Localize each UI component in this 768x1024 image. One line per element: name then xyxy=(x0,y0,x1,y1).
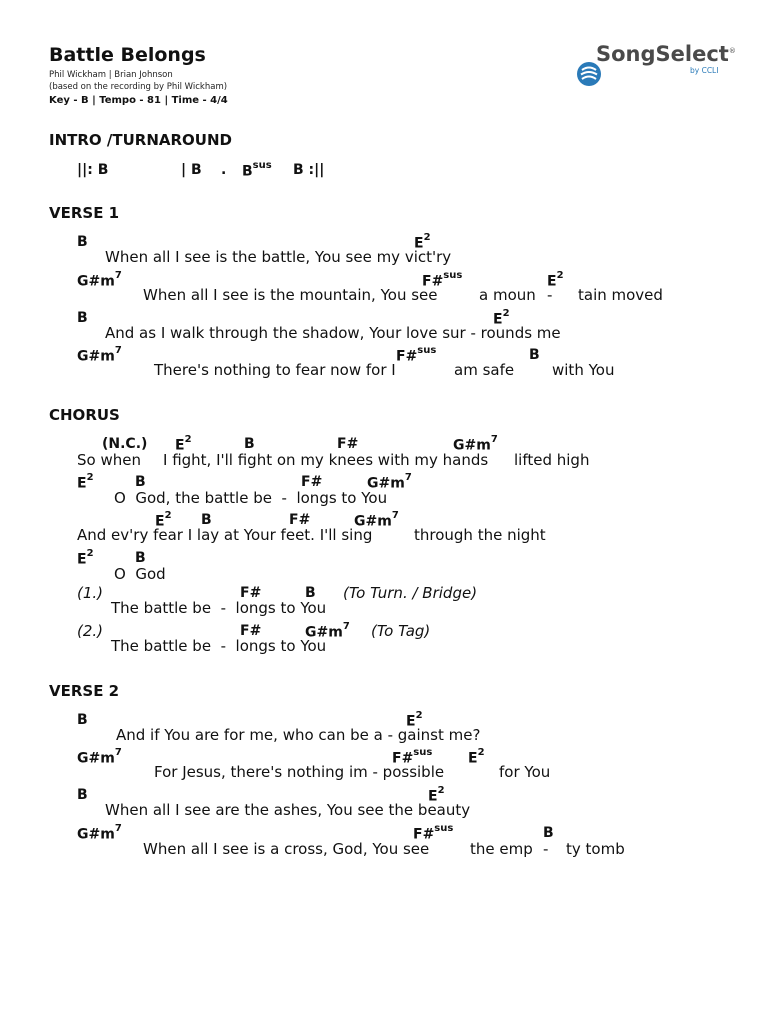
chord: $B^{sus}$ xyxy=(242,160,272,180)
chord: B xyxy=(244,436,255,452)
song-authors: Phil Wickham | Brian Johnson xyxy=(49,70,173,80)
chord: $G\#m^7$ xyxy=(77,345,122,365)
chord: F# xyxy=(301,474,323,490)
lyric-line: When all I see are the ashes, You see the beauty xyxy=(105,801,471,819)
lyric-line: And if You are for me, who can be a - gainst me? xyxy=(116,726,481,744)
chord: B xyxy=(529,347,540,363)
chord: (N.C.) xyxy=(102,436,148,452)
chord: $E^2$ xyxy=(77,548,94,568)
logo-byline: by CCLI xyxy=(690,66,719,75)
lyric-line: There's nothing to fear now for I xyxy=(154,361,396,379)
chord: F# xyxy=(240,623,262,639)
lyric-line: lifted high xyxy=(514,451,590,469)
lyric-line: - xyxy=(543,840,549,858)
lyric-line: the emp xyxy=(470,840,533,858)
chord: $G\#m^7$ xyxy=(367,472,412,492)
chord: B xyxy=(543,825,554,841)
chord: . xyxy=(221,162,227,178)
lyric-line: And as I walk through the shadow, Your love sur - rounds me xyxy=(105,324,561,342)
chord: F# xyxy=(337,436,359,452)
lyric-line: tain moved xyxy=(578,286,663,304)
chord: | B xyxy=(181,162,202,178)
chord: F# xyxy=(240,585,262,601)
lyric-line: O God, the battle be - longs to You xyxy=(114,489,388,507)
chord: B xyxy=(77,234,88,250)
chord: ||: B xyxy=(77,162,109,178)
ending-number: (1.) xyxy=(77,584,104,602)
direction-note: (To Tag) xyxy=(371,622,431,640)
lyric-line: When all I see is the mountain, You see xyxy=(143,286,438,304)
lyric-line: For Jesus, there's nothing im - possible xyxy=(154,763,445,781)
chord: $E^2$ xyxy=(77,472,94,492)
chord: $G\#m^7$ xyxy=(77,823,122,843)
chord: B xyxy=(135,550,146,566)
ending-number: (2.) xyxy=(77,622,104,640)
song-title: Battle Belongs xyxy=(49,44,206,66)
lyric-line: O God xyxy=(114,565,166,583)
lyric-line: The battle be - longs to You xyxy=(111,599,327,617)
chord: B xyxy=(135,474,146,490)
lyric-line: for You xyxy=(499,763,551,781)
section-heading-verse-2: VERSE 2 xyxy=(49,682,120,700)
chord: $E^2$ xyxy=(155,510,172,530)
key-tempo-time: Key - B | Tempo - 81 | Time - 4/4 xyxy=(49,95,228,106)
chord: $G\#m^7$ xyxy=(354,510,399,530)
chord: F#$^{sus}$ xyxy=(413,823,454,843)
logo-wordmark: SongSelect® xyxy=(596,42,736,66)
chord: $G\#m^7$ xyxy=(77,747,122,767)
lyric-line: am safe xyxy=(454,361,515,379)
lyric-line: - xyxy=(547,286,553,304)
chord: $E^2$ xyxy=(493,308,510,328)
chord: $E^2$ xyxy=(428,785,445,805)
chord: $E^2$ xyxy=(414,232,431,252)
chord: B xyxy=(201,512,212,528)
chord: $G\#m^7$ xyxy=(305,621,350,641)
lyric-line: When all I see is the battle, You see my vict'ry xyxy=(105,248,452,266)
chord: $G\#m^7$ xyxy=(77,270,122,290)
chord: B :|| xyxy=(293,162,325,178)
chord: $E^2$ xyxy=(547,270,564,290)
lyric-line: with You xyxy=(552,361,615,379)
lyric-line: a moun xyxy=(479,286,536,304)
chord: B xyxy=(77,310,88,326)
chord: F#$^{sus}$ xyxy=(396,345,437,365)
chord: $E^2$ xyxy=(468,747,485,767)
chord: B xyxy=(305,585,316,601)
chord: F#$^{sus}$ xyxy=(422,270,463,290)
chord: $E^2$ xyxy=(175,434,192,454)
recording-note: (based on the recording by Phil Wickham) xyxy=(49,82,228,92)
lyric-line: through the night xyxy=(414,526,546,544)
section-heading-intro: INTRO /TURNAROUND xyxy=(49,131,232,149)
chord: B xyxy=(77,787,88,803)
lyric-line: I fight, I'll fight on my knees with my hands xyxy=(163,451,489,469)
chord: F# xyxy=(289,512,311,528)
chord: B xyxy=(77,712,88,728)
lyric-line: So when xyxy=(77,451,141,469)
chord: $E^2$ xyxy=(406,710,423,730)
section-heading-chorus: CHORUS xyxy=(49,406,120,424)
direction-note: (To Turn. / Bridge) xyxy=(343,584,478,602)
lyric-line: The battle be - longs to You xyxy=(111,637,327,655)
lyric-line: When all I see is a cross, God, You see xyxy=(143,840,430,858)
chord: $G\#m^7$ xyxy=(453,434,498,454)
section-heading-verse-1: VERSE 1 xyxy=(49,204,120,222)
lyric-line: ty tomb xyxy=(566,840,625,858)
chord: F#$^{sus}$ xyxy=(392,747,433,767)
lyric-line: And ev'ry fear I lay at Your feet. I'll sing xyxy=(77,526,373,544)
